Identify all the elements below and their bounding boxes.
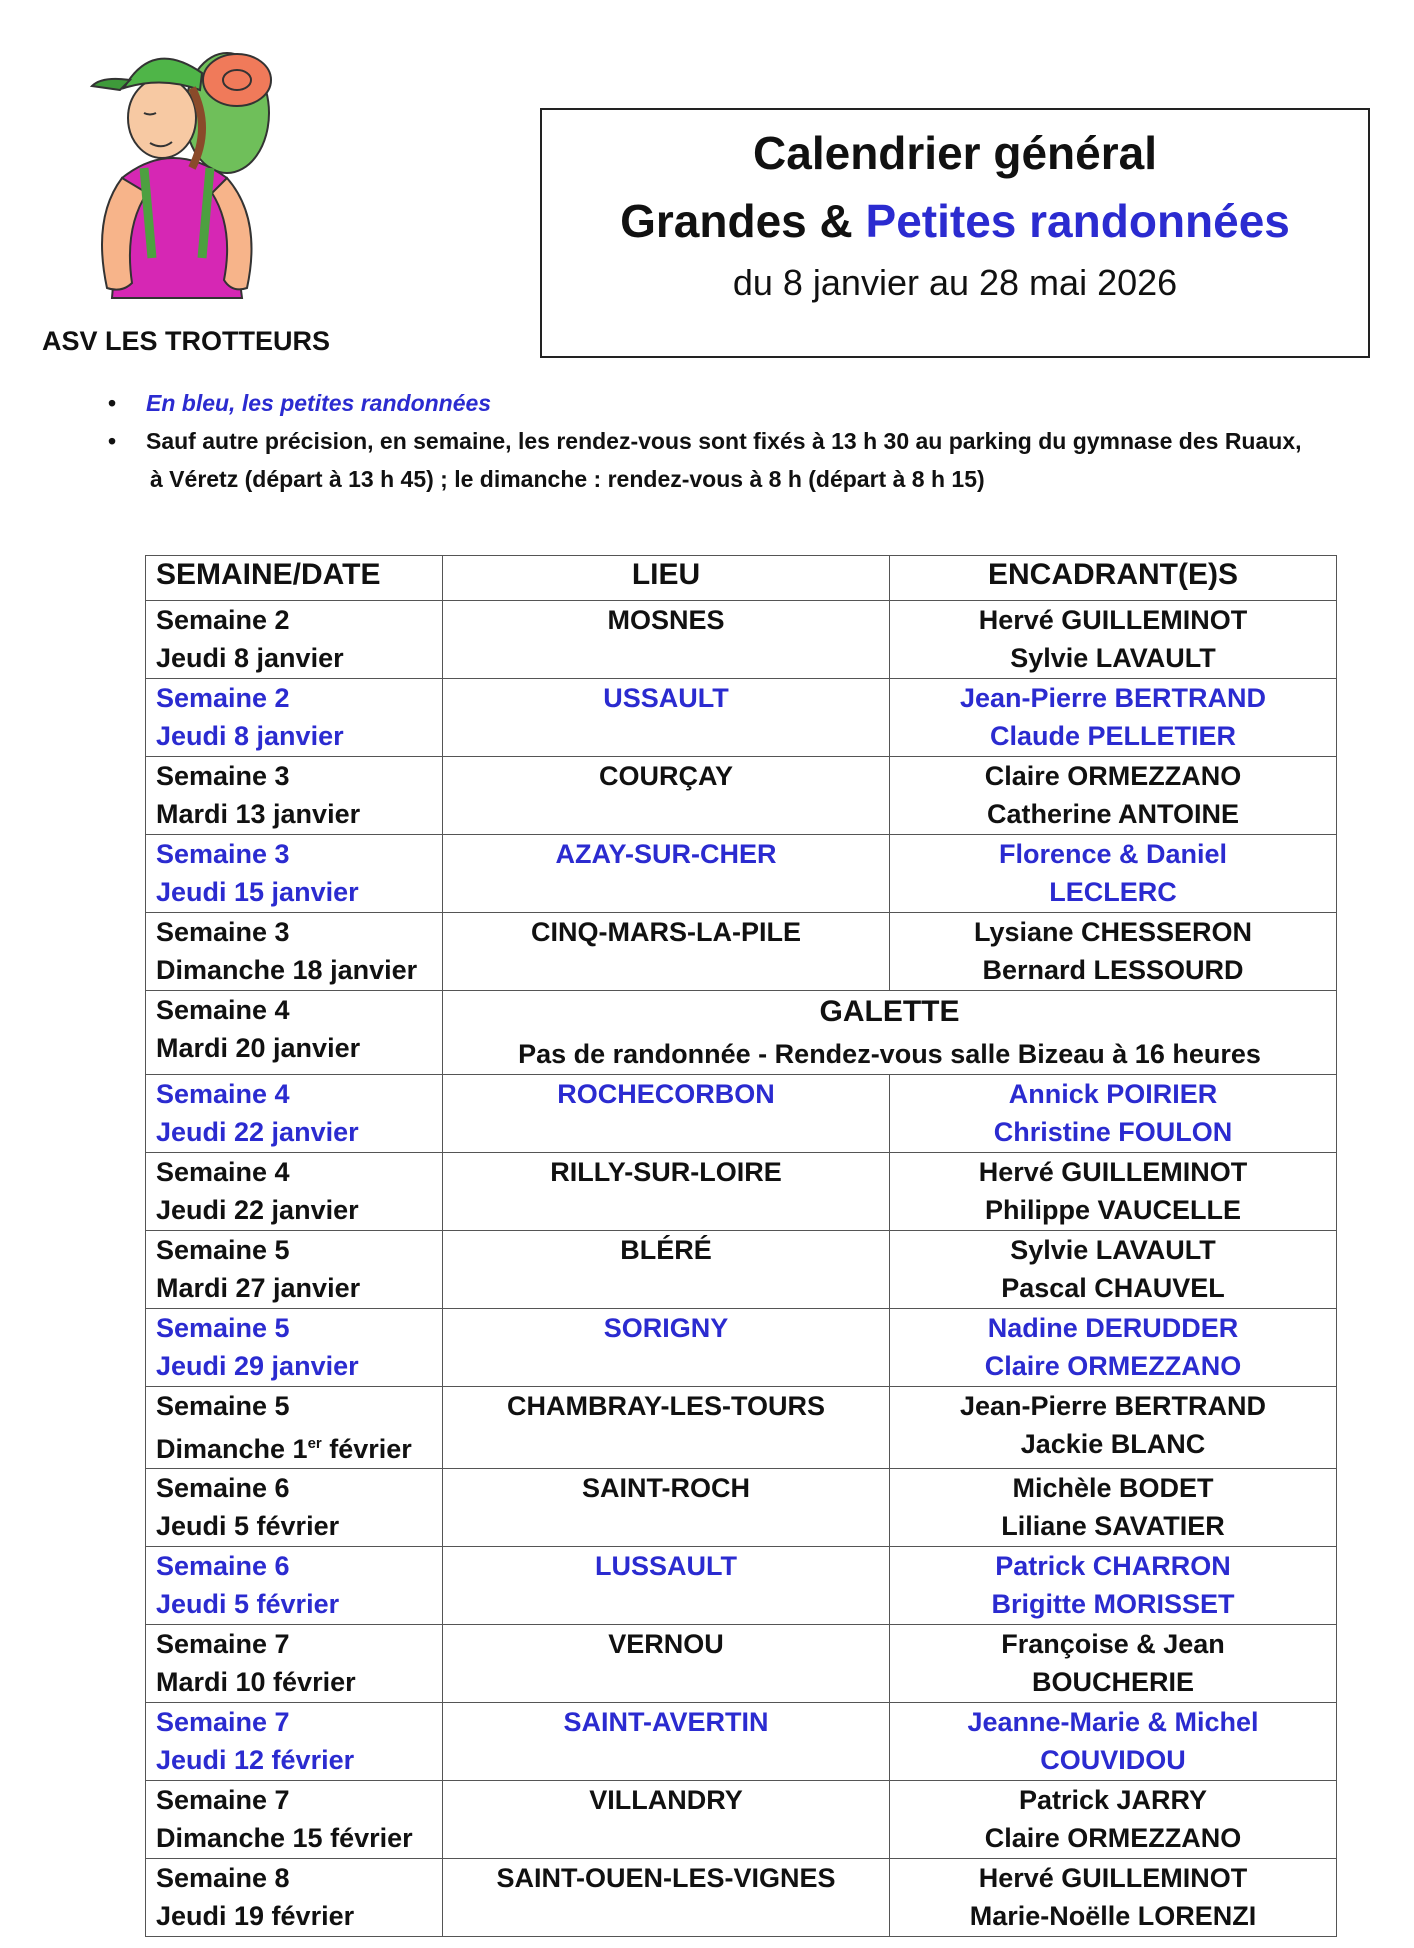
lieu-cell: USSAULT	[443, 679, 890, 757]
encadrant-2: Claude PELLETIER	[989, 721, 1237, 751]
date-range: du 8 janvier au 28 mai 2026	[732, 262, 1178, 303]
date-label: Jeudi 8 janvier	[156, 721, 344, 751]
table-row	[146, 1387, 1337, 1469]
title-grandes: Grandes &	[620, 195, 853, 247]
date-label: Jeudi 12 février	[156, 1745, 355, 1775]
week-label: Semaine 5	[156, 1391, 290, 1421]
table-row	[146, 679, 1337, 757]
encadrant-1: Françoise & Jean	[1001, 1629, 1225, 1659]
note-blue-legend: En bleu, les petites randonnées	[146, 390, 492, 416]
week-label: Semaine 3	[156, 917, 290, 947]
encadrant-1: Nadine DERUDDER	[987, 1313, 1239, 1343]
note-item	[108, 384, 1378, 422]
encadrant-2: Marie-Noëlle LORENZI	[969, 1901, 1257, 1931]
table-row	[146, 1469, 1337, 1547]
week-label: Semaine 7	[156, 1785, 290, 1815]
table-row	[146, 913, 1337, 991]
encadrants-cell	[890, 1387, 1337, 1469]
note-item	[108, 422, 1378, 498]
table-row	[146, 1859, 1337, 1937]
date-label: Jeudi 5 février	[156, 1589, 340, 1619]
encadrants-cell	[890, 1469, 1337, 1547]
date-label: Jeudi 19 février	[156, 1901, 355, 1931]
date-cell	[146, 1153, 443, 1231]
lieu-cell: SAINT-ROCH	[443, 1469, 890, 1547]
table-row	[146, 757, 1337, 835]
encadrant-1: Patrick JARRY	[1018, 1785, 1208, 1815]
date-cell	[146, 1703, 443, 1781]
week-label: Semaine 3	[156, 761, 290, 791]
encadrants-cell	[890, 757, 1337, 835]
date-label: Dimanche 15 février	[156, 1823, 413, 1853]
table-row-galette	[146, 991, 1337, 1075]
encadrant-2: Liliane SAVATIER	[1001, 1511, 1225, 1541]
lieu-cell: CHAMBRAY-LES-TOURS	[443, 1387, 890, 1469]
week-label: Semaine 3	[156, 839, 290, 869]
date-label: Jeudi 5 février	[156, 1511, 340, 1541]
lieu-cell: AZAY-SUR-CHER	[443, 835, 890, 913]
encadrant-2: Claire ORMEZZANO	[984, 1351, 1242, 1381]
week-label: Semaine 7	[156, 1707, 290, 1737]
date-prefix: Dimanche 1	[156, 1434, 308, 1464]
date-suffix: février	[321, 1434, 412, 1464]
encadrants-cell	[890, 601, 1337, 679]
date-label: Jeudi 22 janvier	[156, 1117, 359, 1147]
title-petites: Petites randonnées	[865, 195, 1290, 247]
encadrant-2: Catherine ANTOINE	[986, 799, 1240, 829]
hiker-logo-illustration	[52, 18, 292, 318]
header-encadrants: ENCADRANT(E)S	[890, 556, 1337, 601]
lieu-cell: SORIGNY	[443, 1309, 890, 1387]
lieu-cell: RILLY-SUR-LOIRE	[443, 1153, 890, 1231]
table-row	[146, 1075, 1337, 1153]
table-row	[146, 1309, 1337, 1387]
table-row	[146, 601, 1337, 679]
encadrant-1: Michèle BODET	[1012, 1473, 1214, 1503]
week-label: Semaine 4	[156, 1079, 290, 1109]
week-label: Semaine 4	[156, 995, 290, 1025]
encadrant-1: Annick POIRIER	[1008, 1079, 1218, 1109]
event-title: GALETTE	[819, 995, 960, 1028]
week-label: Semaine 6	[156, 1473, 290, 1503]
date-label: Mardi 13 janvier	[156, 799, 361, 829]
week-label: Semaine 6	[156, 1551, 290, 1581]
date-cell	[146, 1547, 443, 1625]
encadrant-1: Hervé GUILLEMINOT	[978, 1863, 1248, 1893]
note-schedule-line1: Sauf autre précision, en semaine, les rendez-vous sont fixés à 13 h 30 au parking du gymnase des Ruaux,	[146, 428, 1302, 454]
date-cell	[146, 835, 443, 913]
date-label: Mardi 27 janvier	[156, 1273, 361, 1303]
week-label: Semaine 2	[156, 683, 290, 713]
lieu-cell: CINQ-MARS-LA-PILE	[443, 913, 890, 991]
date-label	[156, 1434, 412, 1464]
date-cell	[146, 913, 443, 991]
table-row	[146, 1547, 1337, 1625]
lieu-cell: LUSSAULT	[443, 1547, 890, 1625]
encadrant-1: Florence & Daniel	[998, 839, 1228, 869]
encadrants-cell	[890, 1309, 1337, 1387]
week-label: Semaine 8	[156, 1863, 290, 1893]
table-row	[146, 835, 1337, 913]
club-name: ASV LES TROTTEURS	[42, 326, 331, 356]
encadrant-1: Hervé GUILLEMINOT	[978, 1157, 1248, 1187]
encadrant-1: Jean-Pierre BERTRAND	[959, 1391, 1267, 1421]
bullet-icon: •	[108, 428, 117, 454]
date-cell	[146, 1625, 443, 1703]
encadrant-1: Claire ORMEZZANO	[984, 761, 1242, 791]
date-label: Mardi 20 janvier	[156, 1033, 361, 1063]
header-lieu: LIEU	[443, 556, 890, 601]
title-line-1: Calendrier général	[753, 127, 1157, 179]
header-semaine-date: SEMAINE/DATE	[146, 556, 443, 601]
lieu-cell: BLÉRÉ	[443, 1231, 890, 1309]
encadrant-1: Jeanne-Marie & Michel	[967, 1707, 1259, 1737]
lieu-cell: ROCHECORBON	[443, 1075, 890, 1153]
encadrant-2: LECLERC	[1049, 877, 1177, 907]
encadrant-2: Philippe VAUCELLE	[984, 1195, 1241, 1225]
encadrants-cell	[890, 1625, 1337, 1703]
lieu-cell: SAINT-OUEN-LES-VIGNES	[443, 1859, 890, 1937]
encadrants-cell	[890, 913, 1337, 991]
date-cell	[146, 1859, 443, 1937]
encadrants-cell	[890, 1547, 1337, 1625]
encadrant-2: Pascal CHAUVEL	[1001, 1273, 1225, 1303]
date-superscript: er	[307, 1435, 322, 1452]
encadrants-cell	[890, 1075, 1337, 1153]
date-label: Jeudi 15 janvier	[156, 877, 359, 907]
date-label: Jeudi 8 janvier	[156, 643, 344, 673]
date-label: Jeudi 22 janvier	[156, 1195, 359, 1225]
lieu-cell: SAINT-AVERTIN	[443, 1703, 890, 1781]
encadrants-cell	[890, 1781, 1337, 1859]
date-cell	[146, 1309, 443, 1387]
bullet-icon: •	[108, 390, 117, 416]
encadrant-1: Hervé GUILLEMINOT	[978, 605, 1248, 635]
event-detail: Pas de randonnée - Rendez-vous salle Bizeau à 16 heures	[518, 1039, 1261, 1069]
date-cell	[146, 991, 443, 1075]
table-header-row	[146, 556, 1337, 601]
calendar-table	[145, 555, 1337, 1937]
encadrant-1: Lysiane CHESSERON	[973, 917, 1253, 947]
encadrant-2: Jackie BLANC	[1020, 1429, 1206, 1459]
notes-list	[108, 384, 1378, 498]
encadrant-2: Brigitte MORISSET	[991, 1589, 1235, 1619]
date-cell	[146, 601, 443, 679]
lieu-cell: COURÇAY	[443, 757, 890, 835]
table-row	[146, 1231, 1337, 1309]
table-row	[146, 1703, 1337, 1781]
date-cell	[146, 1781, 443, 1859]
encadrants-cell	[890, 1153, 1337, 1231]
date-cell	[146, 1231, 443, 1309]
date-label: Jeudi 29 janvier	[156, 1351, 359, 1381]
date-label: Dimanche 18 janvier	[156, 955, 418, 985]
note-schedule-line2: à Véretz (départ à 13 h 45) ; le dimanche : rendez-vous à 8 h (départ à 8 h 15)	[150, 466, 985, 492]
encadrants-cell	[890, 1231, 1337, 1309]
week-label: Semaine 4	[156, 1157, 290, 1187]
date-cell	[146, 1387, 443, 1469]
encadrants-cell	[890, 835, 1337, 913]
encadrant-2: Claire ORMEZZANO	[984, 1823, 1242, 1853]
lieu-cell: VERNOU	[443, 1625, 890, 1703]
date-cell	[146, 1075, 443, 1153]
encadrant-2: COUVIDOU	[1040, 1745, 1186, 1775]
date-cell	[146, 679, 443, 757]
title-line-2	[542, 194, 1368, 248]
lieu-cell: MOSNES	[443, 601, 890, 679]
date-cell	[146, 1469, 443, 1547]
encadrant-2: Christine FOULON	[993, 1117, 1233, 1147]
encadrant-2: BOUCHERIE	[1031, 1667, 1194, 1697]
title-box	[540, 108, 1370, 358]
table-row	[146, 1625, 1337, 1703]
encadrant-1: Patrick CHARRON	[995, 1551, 1231, 1581]
encadrant-1: Sylvie LAVAULT	[1010, 1235, 1216, 1265]
table-row	[146, 1781, 1337, 1859]
encadrant-2: Sylvie LAVAULT	[1010, 643, 1216, 673]
date-cell	[146, 757, 443, 835]
table-row	[146, 1153, 1337, 1231]
encadrants-cell	[890, 1703, 1337, 1781]
encadrants-cell	[890, 679, 1337, 757]
lieu-cell: VILLANDRY	[443, 1781, 890, 1859]
date-label: Mardi 10 février	[156, 1667, 356, 1697]
week-label: Semaine 2	[156, 605, 290, 635]
encadrant-1: Jean-Pierre BERTRAND	[959, 683, 1267, 713]
week-label: Semaine 7	[156, 1629, 290, 1659]
encadrants-cell	[890, 1859, 1337, 1937]
week-label: Semaine 5	[156, 1313, 290, 1343]
week-label: Semaine 5	[156, 1235, 290, 1265]
event-cell	[443, 991, 1337, 1075]
encadrant-2: Bernard LESSOURD	[982, 955, 1244, 985]
